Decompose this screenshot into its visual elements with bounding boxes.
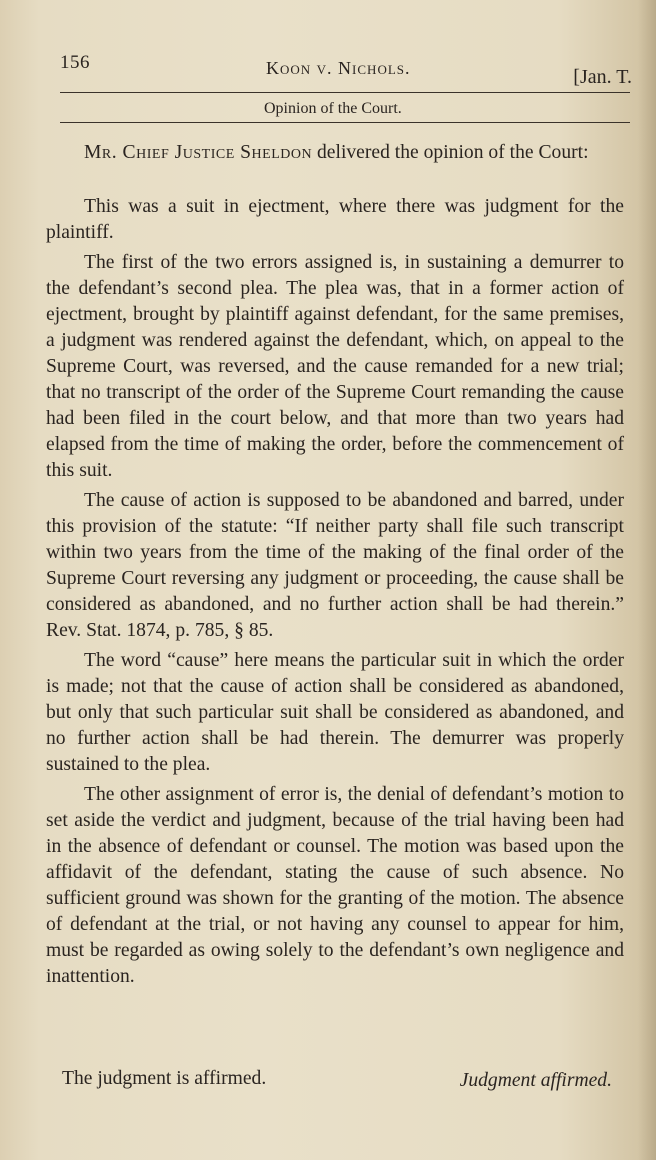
- header-rule-top: [60, 92, 630, 93]
- paragraph: The other assignment of error is, the denial of defendant’s motion to set aside the verdict and judgment, because of the trial having been had in the absence of defendant or counsel. The motion was based upon the affidavit of the defendant, stating the cause of such absence. No sufficient ground was shown for the granting of the motion. The absence of defendant at the trial, or not having any counsel to appear for him, must be regarded as owing solely to the defendant’s own negligence and inattention.: [46, 784, 624, 987]
- term-label: [Jan. T.: [573, 66, 632, 88]
- justice-name: Mr. Chief Justice Sheldon: [84, 142, 313, 163]
- case-title: Koon v. Nichols.: [266, 58, 411, 78]
- disposition: Judgment affirmed.: [459, 1070, 612, 1091]
- closing-statement: The judgment is affirmed.: [62, 1068, 267, 1089]
- running-head: [60, 52, 632, 92]
- paragraph: This was a suit in ejectment, where there was judgment for the plaintiff.: [46, 196, 624, 243]
- page-number: 156: [60, 52, 90, 73]
- opening-rest: delivered the opinion of the Court:: [312, 142, 589, 163]
- paragraph: The word “cause” here means the particular suit in which the order is made; not that the cause of action shall be considered as abandoned, but only that such particular suit shall be considered as abandoned, and no further action shall be had therein. The demurrer was properly sustained to the plea.: [46, 650, 624, 775]
- page-edge-shadow: [638, 0, 656, 1160]
- opinion-body: [22, 140, 624, 994]
- paragraph: The cause of action is supposed to be abandoned and barred, under this provision of the statute: “If neither party shall file such transcript within two years from the time of the making of the final order of the Supreme Court reversing any judgment or proceeding, the cause shall be considered as abandoned, and no further action shall be had therein.” Rev. Stat. 1874, p. 785, § 85.: [46, 490, 624, 641]
- paragraph: The first of the two errors assigned is, in sustaining a demurrer to the defendant’s second plea. The plea was, that in a former action of ejectment, brought by plaintiff against defendant, for the same premises, a judgment was rendered against the defendant, which, on appeal to the Supreme Court, was reversed, and the cause remanded for a new trial; that no transcript of the order of the Supreme Court remanding the cause had been filed in the court below, and that more than two years had elapsed from the time of making the order, before the commencement of this suit.: [46, 252, 624, 481]
- section-heading: Opinion of the Court.: [264, 100, 402, 117]
- opinion-opening: [46, 140, 624, 166]
- header-rule-bottom: [60, 122, 630, 123]
